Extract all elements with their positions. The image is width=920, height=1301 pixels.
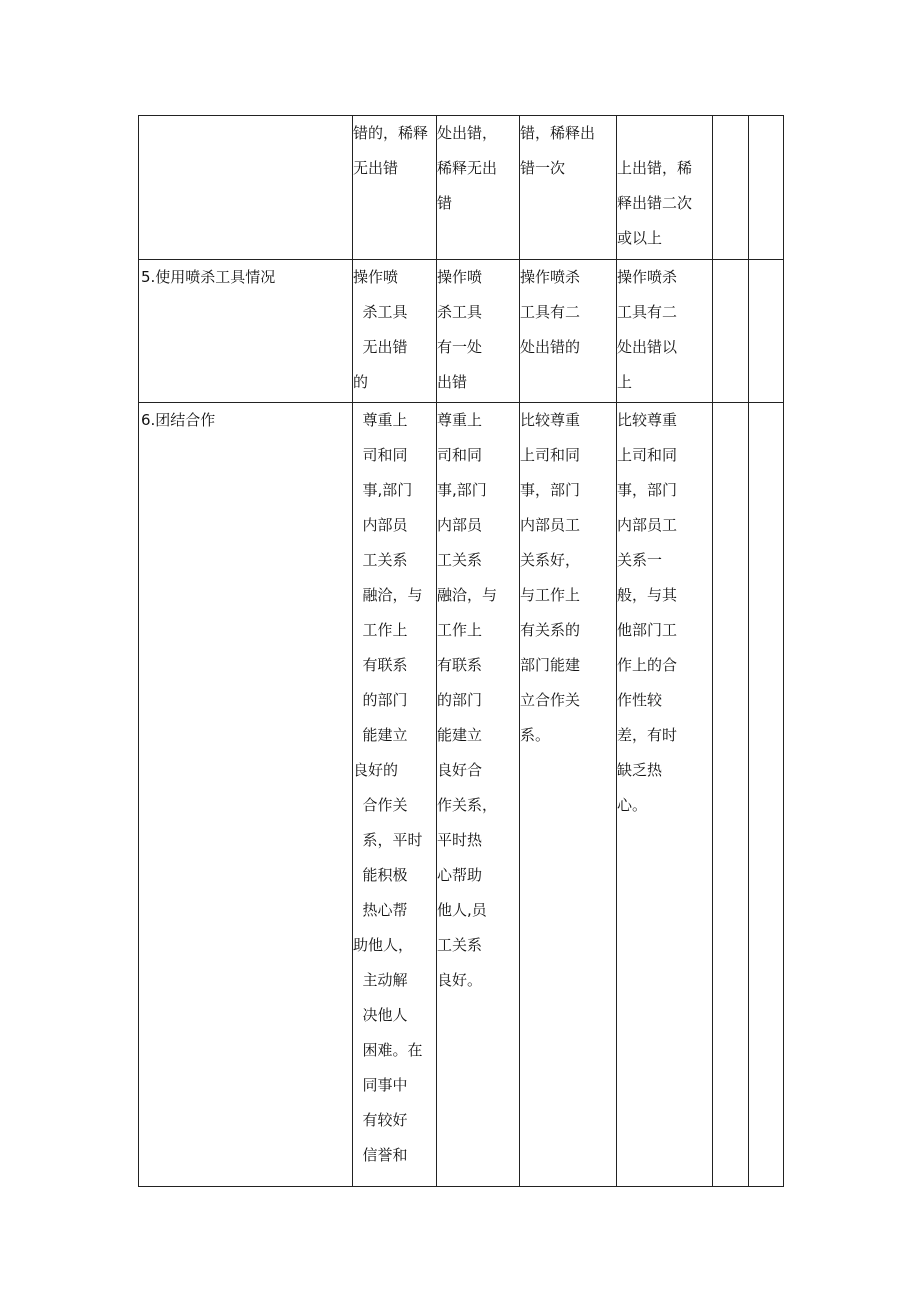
remark-cell [749,116,784,260]
level-b-cell [437,260,520,403]
item-text: 6.团结合作 [141,411,216,429]
item-cell [139,403,353,1187]
level-c-text: 错，稀释出 错一次 [520,124,596,177]
level-b-text: 处出错， 稀释无出 错 [437,124,498,212]
remark-cell [749,403,784,1187]
level-d-cell [617,403,713,1187]
level-a-text: 操作喷 杀工具 无出错 的 [353,268,408,391]
level-d-text: 上出错，稀 释出错二次 或以上 [617,159,693,247]
level-a-cell [353,260,437,403]
level-c-cell [520,260,617,403]
remark-cell [749,260,784,403]
item-text: 5.使用喷杀工具情况 [141,268,276,286]
level-d-text: 比较尊重 上司和同 事，部门 内部员工 关系一 般，与其 他部门工 作上的合 作性较 差，有时 缺乏热 心。 [617,411,678,814]
item-cell [139,116,353,260]
level-a-text: 尊重上 司和同 事,部门 内部员 工关系 融洽，与 工作上 有联系 的部门 能建立 良好的 合作关 系，平时 能积极 热心帮 助他人， 主动解 决他人 困难。在 同事中 有较好 信誉和 [353,411,423,1164]
level-d-cell [617,260,713,403]
level-a-cell [353,116,437,260]
level-c-text: 比较尊重 上司和同 事，部门 内部员工 关系好， 与工作上 有关系的 部门能建 立合作关 系。 [520,411,581,744]
evaluation-table [138,115,784,1187]
level-a-cell [353,403,437,1187]
level-d-cell [617,116,713,260]
level-c-text: 操作喷杀 工具有二 处出错的 [520,268,581,356]
level-c-cell [520,403,617,1187]
table-row [139,260,784,403]
level-b-cell [437,116,520,260]
score-cell [713,116,749,260]
table-row [139,116,784,260]
level-b-text: 尊重上 司和同 事,部门 内部员 工关系 融洽，与 工作上 有联系 的部门 能建立 良好合 作关系， 平时热 心帮助 他人,员 工关系 良好。 [437,411,498,989]
level-b-text: 操作喷 杀工具 有一处 出错 [437,268,483,391]
table-row [139,403,784,1187]
item-cell [139,260,353,403]
score-cell [713,403,749,1187]
level-d-text: 操作喷杀 工具有二 处出错以 上 [617,268,678,391]
score-cell [713,260,749,403]
level-b-cell [437,403,520,1187]
level-a-text: 错的，稀释 无出错 [353,124,429,177]
level-c-cell [520,116,617,260]
